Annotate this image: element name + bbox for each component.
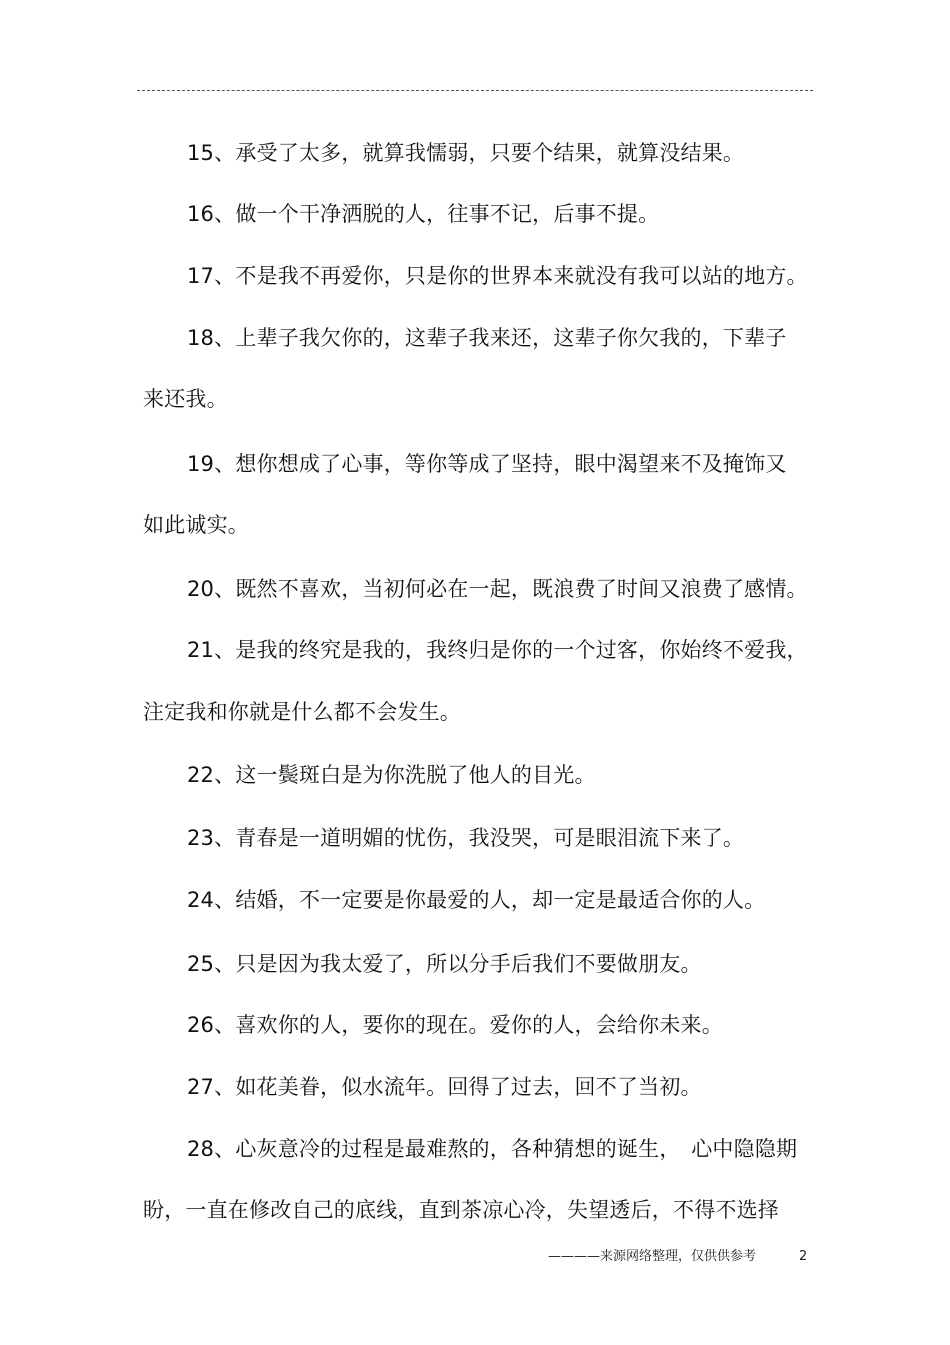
page-number: 2 xyxy=(799,1249,808,1264)
text-line-15: 15、承受了太多，就算我懦弱，只要个结果，就算没结果。 xyxy=(187,141,745,165)
text-line-17: 17、不是我不再爱你，只是你的世界本来就没有我可以站的地方。 xyxy=(187,264,808,288)
text-line-25: 25、只是因为我太爱了，所以分手后我们不要做朋友。 xyxy=(187,952,702,976)
text-line-19-cont: 如此诚实。 xyxy=(143,513,249,537)
text-line-21-cont: 注定我和你就是什么都不会发生。 xyxy=(143,700,461,724)
footer-source-note: ————来源网络整理，仅供供参考 xyxy=(548,1249,757,1264)
header-divider xyxy=(137,90,813,91)
text-line-23: 23、青春是一道明媚的忧伤，我没哭，可是眼泪流下来了。 xyxy=(187,826,745,850)
text-line-21: 21、是我的终究是我的，我终归是你的一个过客，你始终不爱我， xyxy=(187,638,808,662)
text-line-28: 28、心灰意冷的过程是最难熬的，各种猜想的诞生， 心中隐隐期 xyxy=(187,1137,798,1161)
text-line-26: 26、喜欢你的人，要你的现在。爱你的人，会给你未来。 xyxy=(187,1013,723,1037)
text-line-18: 18、上辈子我欠你的，这辈子我来还，这辈子你欠我的，下辈子 xyxy=(187,326,787,350)
text-line-20: 20、既然不喜欢，当初何必在一起，既浪费了时间又浪费了感情。 xyxy=(187,577,808,601)
text-line-18-cont: 来还我。 xyxy=(143,387,228,411)
text-line-16: 16、做一个干净洒脱的人，往事不记，后事不提。 xyxy=(187,202,660,226)
text-line-24: 24、结婚，不一定要是你最爱的人，却一定是最适合你的人。 xyxy=(187,888,766,912)
text-line-22: 22、这一鬓斑白是为你洗脱了他人的目光。 xyxy=(187,763,596,787)
text-line-27: 27、如花美眷，似水流年。回得了过去，回不了当初。 xyxy=(187,1075,702,1099)
text-line-28-cont: 盼，一直在修改自己的底线，直到茶凉心冷，失望透后，不得不选择 xyxy=(143,1198,779,1222)
text-line-19: 19、想你想成了心事，等你等成了坚持，眼中渴望来不及掩饰又 xyxy=(187,452,787,476)
